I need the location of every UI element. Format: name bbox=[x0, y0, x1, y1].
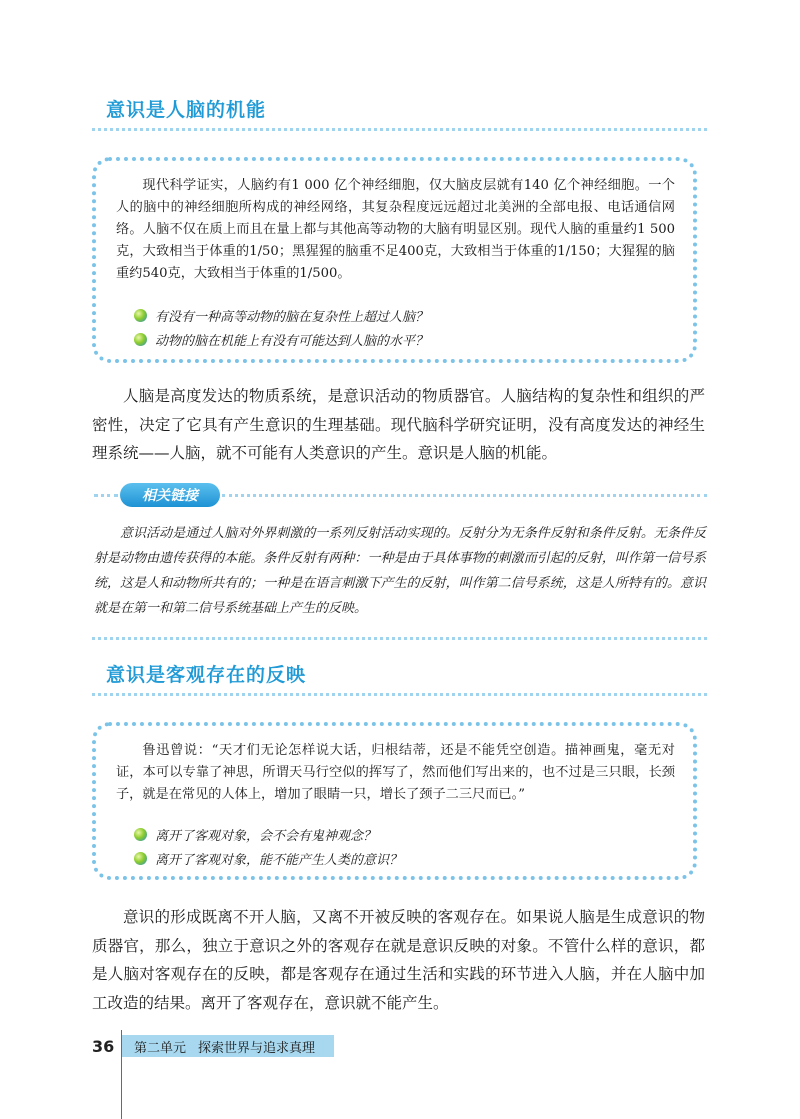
body-paragraph: 意识的形成既离不开人脑，又离不开被反映的客观存在。如果说人脑是生成意识的物质器官，那么，独立于意识之外的客观存在就是意识反映的对象。不管什么样的意识，都是人脑对客观存在的反映，都是客观存在通过生活和实践的环节进入人脑，并在人脑中加工改造的结果。离开了客观存在，意识就不能产生。 bbox=[92, 908, 705, 1012]
title-divider bbox=[92, 693, 707, 696]
question-text: 动物的脑在机能上有没有可能达到人脑的水平？ bbox=[155, 333, 429, 349]
question-item bbox=[134, 822, 402, 846]
fact-callout-box bbox=[92, 157, 697, 363]
title-divider bbox=[92, 128, 707, 131]
bullet-dot-icon bbox=[134, 309, 147, 322]
unit-label: 第二单元 bbox=[134, 1040, 187, 1056]
quote-callout-box bbox=[92, 722, 697, 880]
link-divider-right bbox=[222, 494, 707, 497]
section-divider bbox=[92, 637, 707, 640]
related-link-tag: 相关链接 bbox=[120, 483, 220, 507]
question-item bbox=[134, 327, 428, 351]
unit-title: 探索世界与追求真理 bbox=[198, 1040, 316, 1056]
body-paragraph: 人脑是高度发达的物质系统，是意识活动的物质器官。人脑结构的复杂性和组织的严密性，决定了它具有产生意识的生理基础。现代脑科学研究证明，没有高度发达的神经生理系统——人脑，就不可能有人类意识的产生。意识是人脑的机能。 bbox=[92, 387, 705, 462]
question-text: 有没有一种高等动物的脑在复杂性上超过人脑？ bbox=[155, 309, 429, 325]
question-text: 离开了客观对象，能不能产生人类的意识？ bbox=[155, 852, 403, 868]
question-list bbox=[134, 822, 402, 870]
section-title-brain-function: 意识是人脑的机能 bbox=[106, 99, 267, 121]
footer-unit-band bbox=[122, 1035, 334, 1057]
section-title-objective-reflection: 意识是客观存在的反映 bbox=[106, 664, 307, 686]
question-item bbox=[134, 846, 402, 870]
link-divider-left bbox=[94, 494, 118, 497]
bullet-dot-icon bbox=[134, 852, 147, 865]
page-number: 36 bbox=[92, 1037, 115, 1056]
question-list bbox=[134, 303, 428, 351]
question-item bbox=[134, 303, 428, 327]
related-link-text: 意识活动是通过人脑对外界刺激的一系列反射活动实现的。反射分为无条件反射和条件反射。无条件反射是动物由遗传获得的本能。条件反射有两种：一种是由于具体事物的刺激而引起的反射，叫作第一信号系统，这是人和动物所共有的；一种是在语言刺激下产生的反射，叫作第二信号系统，这是人所特有的。意识就是在第一和第二信号系统基础上产生的反映。 bbox=[94, 526, 706, 616]
bullet-dot-icon bbox=[134, 333, 147, 346]
callout-quote-text: 鲁迅曾说：“天才们无论怎样说大话，归根结蒂，还是不能凭空创造。描神画鬼，毫无对证，本可以专靠了神思，所谓天马行空似的挥写了，然而他们写出来的，也不过是三只眼，长颈子，就是在常见的人体上，增加了眼睛一只，增长了颈子二三尺而已。” bbox=[116, 743, 675, 802]
callout-fact-text: 现代科学证实，人脑约有1 000 亿个神经细胞，仅大脑皮层就有140 亿个神经细胞。一个人的脑中的神经细胞所构成的神经网络，其复杂程度远远超过北美洲的全部电报、电话通信网络。人脑不仅在质上而且在量上都与其他高等动物的大脑有明显区别。现代人脑的重量约1 500 克，大致相当于体重的1/50；黑猩猩的脑重不足400克，大致相当于体重的1/150；大猩猩的脑重约540克，大致相当于体重的1/500。 bbox=[116, 178, 675, 281]
question-text: 离开了客观对象，会不会有鬼神观念？ bbox=[155, 828, 377, 844]
bullet-dot-icon bbox=[134, 828, 147, 841]
